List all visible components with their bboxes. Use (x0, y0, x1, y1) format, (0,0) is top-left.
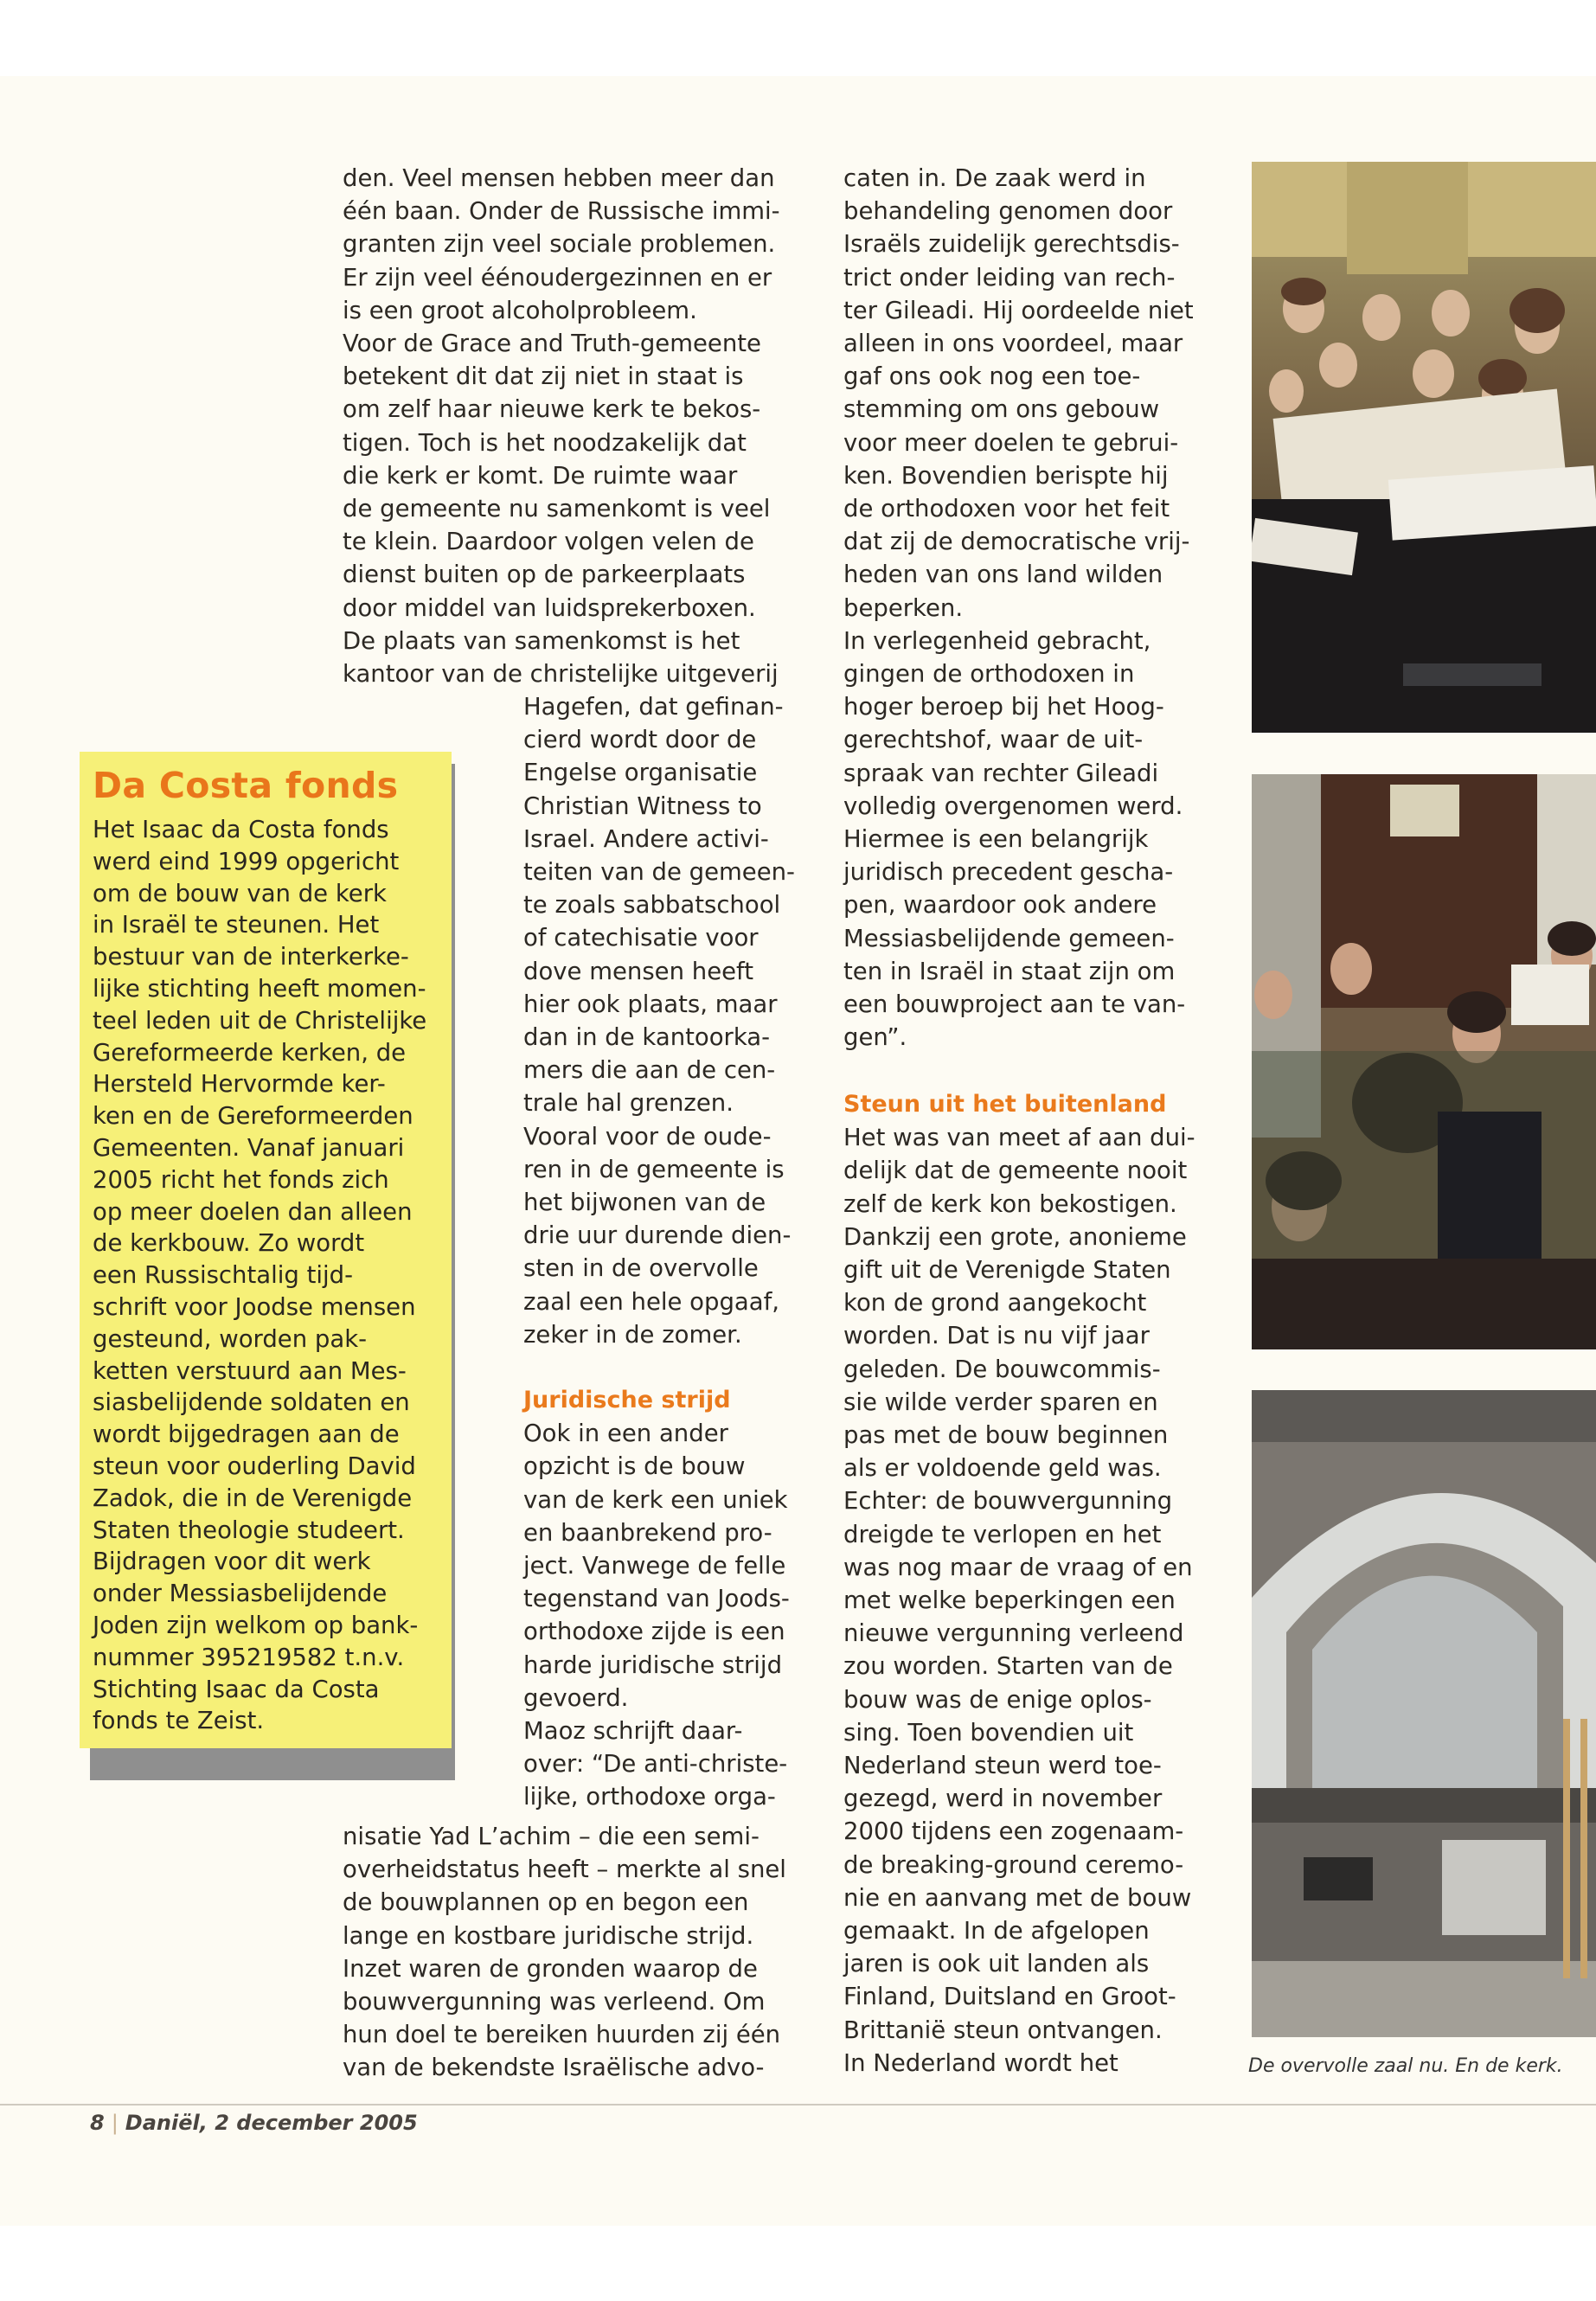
text-line: betekent dit dat zij niet in staat is (343, 362, 744, 391)
text-line: een bouwproject aan te van- (843, 990, 1186, 1019)
text-line: hun doel te bereiken huurden zij één (343, 2021, 781, 2049)
text-line: door middel van luidsprekerboxen. (343, 593, 756, 622)
text-line: de breaking-ground ceremo- (843, 1850, 1184, 1879)
text-line: spraak van rechter Gileadi (843, 759, 1159, 787)
text-line: behandeling genomen door (843, 197, 1173, 226)
text-line: gezegd, werd in november (843, 1785, 1163, 1813)
article-column-1-bottom (343, 1820, 810, 2085)
text-line: ren in de gemeente is (523, 1155, 785, 1183)
text-line: sie wilde verder sparen en (843, 1388, 1158, 1416)
text-line: juridisch precedent gescha- (843, 858, 1174, 887)
text-line: Hagefen, dat gefinan- (523, 693, 784, 721)
text-line: zou worden. Starten van de (843, 1652, 1173, 1681)
text-line: jaren is ook uit landen als (843, 1950, 1150, 1978)
text-line: om zelf haar nieuwe kerk te bekos- (343, 395, 761, 424)
text-line: Het was van meet af aan dui- (843, 1124, 1195, 1152)
text-line: lijke stichting heeft momen- (93, 974, 426, 1003)
text-line: wordt bijgedragen aan de (93, 1420, 400, 1449)
text-line: gen”. (843, 1023, 907, 1052)
text-line: dreigde te verlopen en het (843, 1520, 1162, 1548)
text-line: Gereformeerde kerken, de (93, 1038, 407, 1067)
page-footer (90, 2111, 418, 2135)
sidebar-title: Da Costa fonds (93, 765, 399, 806)
text-line: gift uit de Verenigde Staten (843, 1256, 1171, 1285)
article-column-2-bottom (843, 1088, 1224, 2080)
da-costa-fonds-box (80, 752, 452, 1748)
subheading-juridische-strijd: Juridische strijd (523, 1387, 731, 1413)
footer-rule (0, 2104, 1596, 2106)
text-line: trict onder leiding van rech- (843, 263, 1176, 292)
text-line: een Russischtalig tijd- (93, 1261, 354, 1290)
text-line: Gemeenten. Vanaf januari (93, 1133, 405, 1162)
article-column-2-top (843, 162, 1224, 1054)
text-line: ject. Vanwege de felle (523, 1552, 786, 1580)
text-line: bouwvergunning was verleend. Om (343, 1988, 766, 2016)
text-line: sten in de overvolle (523, 1254, 759, 1283)
text-line: de gemeente nu samenkomt is veel (343, 495, 771, 523)
text-line: dat zij de democratische vrij- (843, 528, 1190, 556)
text-line: 2000 tijdens een zogenaam- (843, 1817, 1184, 1846)
text-line: om de bouw van de kerk (93, 879, 387, 907)
text-line: Joden zijn welkom op bank- (93, 1611, 419, 1639)
text-line: overheidstatus heeft – merkte al snel (343, 1856, 786, 1884)
text-line: Voor de Grace and Truth-gemeente (343, 330, 761, 358)
text-line: dan in de kantoorka- (523, 1023, 771, 1052)
text-line: Christian Witness to (523, 792, 762, 820)
text-line: worden. Dat is nu vijf jaar (843, 1322, 1150, 1350)
text-line: Maoz schrijft daar- (523, 1717, 743, 1746)
text-line: is een groot alcoholprobleem. (343, 296, 697, 324)
text-line: zeker in de zomer. (523, 1320, 742, 1349)
text-line: Dankzij een grote, anonieme (843, 1222, 1187, 1251)
text-line: de orthodoxen voor het feit (843, 495, 1170, 523)
text-line: Ook in een ander (523, 1420, 728, 1448)
text-line: van de kerk een uniek (523, 1485, 788, 1514)
text-line: Vooral voor de oude- (523, 1122, 772, 1150)
text-line: Israëls zuidelijk gerechtsdis- (843, 230, 1180, 259)
text-line: Engelse organisatie (523, 759, 758, 787)
text-line: één baan. Onder de Russische immi- (343, 197, 780, 226)
text-line: met welke beperkingen een (843, 1586, 1176, 1615)
text-line: werd eind 1999 opgericht (93, 847, 400, 875)
text-line: kantoor van de christelijke uitgeverij (343, 660, 779, 689)
text-line: en baanbrekend pro- (523, 1518, 772, 1547)
text-line: cierd wordt door de (523, 726, 757, 754)
text-line: zelf de kerk kon bekostigen. (843, 1189, 1177, 1218)
text-line: beperken. (843, 593, 964, 622)
text-line: te klein. Daardoor volgen velen de (343, 528, 754, 556)
text-line: Er zijn veel éénoudergezinnen en er (343, 263, 772, 292)
sidebar-body (93, 814, 439, 1737)
text-line: lijke, orthodoxe orga- (523, 1783, 776, 1811)
text-line: ken en de Gereformeerden (93, 1102, 413, 1131)
text-line: Het Isaac da Costa fonds (93, 816, 389, 843)
text-line: Zadok, die in de Verenigde (93, 1484, 413, 1512)
text-line: gevoerd. (523, 1683, 629, 1712)
text-line: tigen. Toch is het noodzakelijk dat (343, 428, 747, 457)
text-line: over: “De anti-christe- (523, 1750, 788, 1779)
text-line: die kerk er komt. De ruimte waar (343, 461, 738, 490)
text-line: ketten verstuurd aan Mes- (93, 1356, 407, 1385)
text-line: caten in. De zaak werd in (843, 164, 1146, 192)
text-line: 2005 richt het fonds zich (93, 1165, 389, 1194)
text-line: te zoals sabbatschool (523, 891, 781, 920)
text-line: teel leden uit de Christelijke (93, 1006, 427, 1035)
text-line: Staten theologie studeert. (93, 1516, 405, 1544)
text-line: alleen in ons voordeel, maar (843, 330, 1183, 358)
article-column-1-top (343, 162, 810, 690)
text-line: van de bekendste Israëlische advo- (343, 2054, 765, 2082)
text-line: nummer 395219582 t.n.v. (93, 1643, 405, 1671)
text-line: schrift voor Joodse mensen (93, 1292, 416, 1321)
text-line: nie en aanvang met de bouw (843, 1883, 1192, 1912)
text-line: teiten van de gemeen- (523, 858, 795, 887)
text-line: dove mensen heeft (523, 957, 754, 985)
text-line: stemming om ons gebouw (843, 395, 1160, 424)
text-line: pas met de bouw beginnen (843, 1421, 1169, 1450)
text-line: Finland, Duitsland en Groot- (843, 1983, 1176, 2011)
text-line: orthodoxe zijde is een (523, 1618, 785, 1646)
publication-date: Daniël, 2 december 2005 (125, 2111, 418, 2135)
text-line: of catechisatie voor (523, 924, 759, 952)
text-line: harde juridische strijd (523, 1650, 783, 1679)
text-line: Brittanië steun ontvangen. (843, 2016, 1163, 2044)
congregation-hall-photo (1252, 774, 1596, 1349)
text-line: volledig overgenomen werd. (843, 792, 1183, 820)
text-line: granten zijn veel sociale problemen. (343, 230, 776, 259)
text-line: Hiermee is een belangrijk (843, 825, 1149, 854)
text-line: In verlegenheid gebracht, (843, 626, 1151, 655)
article-column-1-narrow (523, 690, 813, 1351)
congregation-choir-photo (1252, 162, 1596, 733)
text-line: lange en kostbare juridische strijd. (343, 1921, 754, 1950)
article-column-1-narrow-2 (523, 1384, 813, 1814)
text-line: zaal een hele opgaaf, (523, 1287, 780, 1316)
text-line: siasbelijdende soldaten en (93, 1388, 410, 1417)
text-line: steun voor ouderling David (93, 1452, 416, 1480)
text-line: onder Messiasbelijdende (93, 1580, 388, 1608)
text-line: mers die aan de cen- (523, 1056, 776, 1085)
page-number: 8 (90, 2111, 105, 2135)
text-line: In Nederland wordt het (843, 2048, 1118, 2077)
text-line: gerechtshof, waar de uit- (843, 726, 1144, 754)
text-line: ter Gileadi. Hij oordeelde niet (843, 296, 1194, 324)
text-line: hier ook plaats, maar (523, 990, 778, 1018)
text-line: gesteund, worden pak- (93, 1324, 368, 1353)
subheading-steun-uit-het-buitenland: Steun uit het buitenland (843, 1091, 1167, 1118)
text-line: trale hal grenzen. (523, 1089, 734, 1118)
text-line: Inzet waren de gronden waarop de (343, 1954, 758, 1983)
text-line: het bijwonen van de (523, 1189, 766, 1217)
text-line: Echter: de bouwvergunning (843, 1487, 1173, 1516)
text-line: Messiasbelijdende gemeen- (843, 924, 1175, 952)
text-line: sing. Toen bovendien uit (843, 1718, 1134, 1747)
text-line: gemaakt. In de afgelopen (843, 1917, 1150, 1945)
text-line: pen, waardoor ook andere (843, 891, 1157, 920)
text-line: opzicht is de bouw (523, 1452, 746, 1481)
text-line: Nederland steun werd toe- (843, 1752, 1162, 1780)
text-line: de kerkbouw. Zo wordt (93, 1229, 365, 1258)
text-line: dienst buiten op de parkeerplaats (343, 561, 746, 589)
text-line: kon de grond aangekocht (843, 1289, 1147, 1317)
text-line: op meer doelen dan alleen (93, 1197, 413, 1226)
text-line: Stichting Isaac da Costa (93, 1675, 380, 1703)
text-line: heden van ons land wilden (843, 561, 1163, 589)
text-line: gaf ons ook nog een toe- (843, 362, 1141, 391)
text-line: ten in Israël in staat zijn om (843, 957, 1176, 985)
text-line: was nog maar de vraag of en (843, 1553, 1193, 1581)
text-line: nisatie Yad L’achim – die een semi- (343, 1823, 760, 1850)
text-line: geleden. De bouwcommis- (843, 1355, 1161, 1383)
text-line: de bouwplannen op en begon een (343, 1888, 749, 1917)
text-line: voor meer doelen te gebrui- (843, 428, 1179, 457)
text-line: bouw was de enige oplos- (843, 1685, 1152, 1714)
text-line: Israel. Andere activi- (523, 824, 769, 853)
text-line: tegenstand van Joods- (523, 1585, 790, 1613)
text-line: gingen de orthodoxen in (843, 660, 1135, 689)
text-line: fonds te Zeist. (93, 1707, 265, 1735)
text-line: drie uur durende dien- (523, 1221, 792, 1250)
text-line: De plaats van samenkomst is het (343, 626, 740, 655)
footer-divider: | (111, 2111, 119, 2135)
text-line: bestuur van de interkerke- (93, 943, 409, 971)
text-line: als er voldoende geld was. (843, 1454, 1162, 1483)
church-construction-photo (1252, 1390, 1596, 2037)
photo-caption: De overvolle zaal nu. En de kerk. (1248, 2055, 1563, 2077)
text-line: nieuwe vergunning verleend (843, 1619, 1184, 1648)
text-line: ken. Bovendien berispte hij (843, 461, 1169, 490)
text-line: den. Veel mensen hebben meer dan (343, 164, 775, 192)
text-line: Hersteld Hervormde ker- (93, 1070, 386, 1099)
text-line: in Israël te steunen. Het (93, 911, 380, 939)
text-line: delijk dat de gemeente nooit (843, 1157, 1188, 1185)
text-line: Bijdragen voor dit werk (93, 1548, 371, 1576)
text-line: hoger beroep bij het Hoog- (843, 693, 1164, 721)
